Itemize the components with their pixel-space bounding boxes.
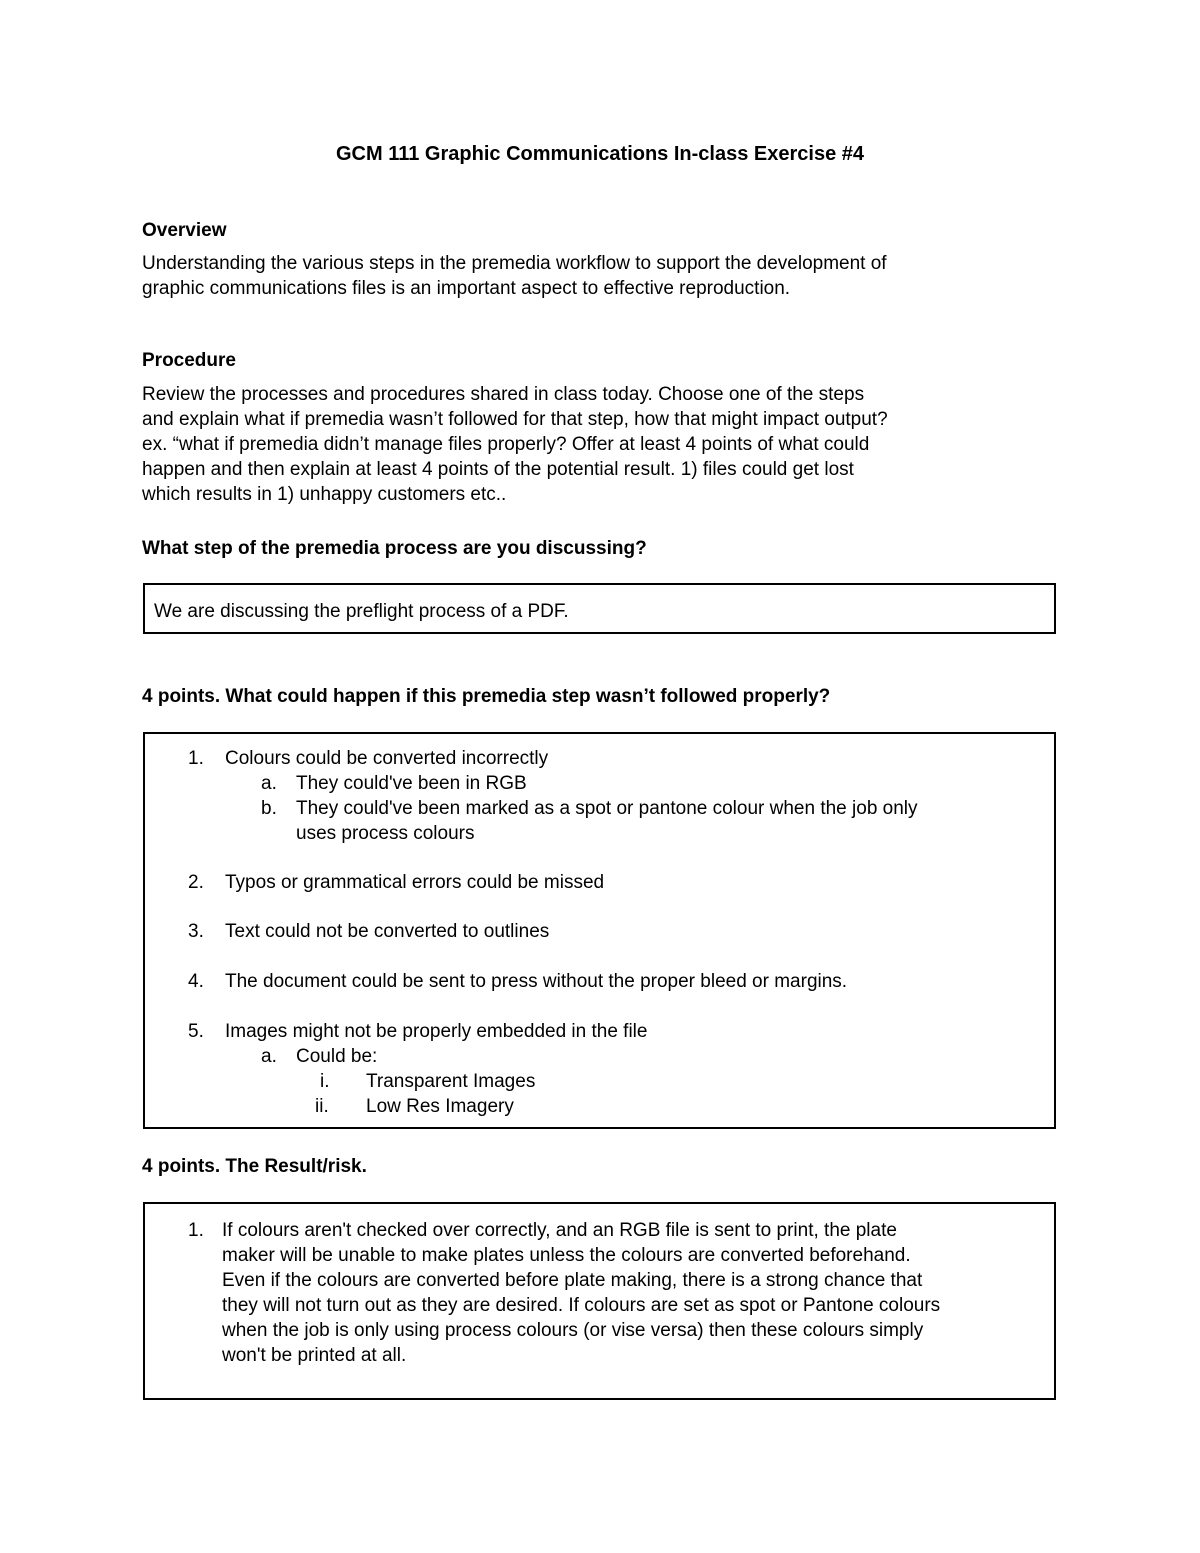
- list-number: 3.: [188, 921, 204, 942]
- result-line: Even if the colours are converted before plate making, there is a strong chance that: [222, 1270, 923, 1291]
- list-roman: i.: [320, 1071, 330, 1092]
- list-letter: a.: [261, 773, 277, 794]
- list-item: Images might not be properly embedded in the file: [225, 1021, 648, 1042]
- procedure-line: ex. “what if premedia didn’t manage files properly? Offer at least 4 points of what could: [142, 434, 870, 455]
- list-letter: a.: [261, 1046, 277, 1067]
- list-roman: ii.: [315, 1096, 329, 1117]
- list-number: 2.: [188, 872, 204, 893]
- procedure-heading: Procedure: [142, 350, 236, 371]
- answer-box-result-risk: [143, 1202, 1056, 1400]
- result-line: maker will be unable to make plates unless the colours are converted beforehand.: [222, 1245, 911, 1266]
- question2-heading: 4 points. What could happen if this premedia step wasn’t followed properly?: [142, 686, 831, 707]
- list-item: Typos or grammatical errors could be missed: [225, 872, 605, 893]
- list-item: Text could not be converted to outlines: [225, 921, 550, 942]
- procedure-line: happen and then explain at least 4 points of the potential result. 1) files could get lost: [142, 459, 854, 480]
- result-line: won't be printed at all.: [222, 1345, 407, 1366]
- list-subitem-continued: uses process colours: [296, 823, 475, 844]
- list-number: 4.: [188, 971, 204, 992]
- question3-heading: 4 points. The Result/risk.: [142, 1156, 367, 1177]
- question1-heading: What step of the premedia process are you discussing?: [142, 538, 647, 559]
- list-item: Colours could be converted incorrectly: [225, 748, 549, 769]
- list-subsubitem: Transparent Images: [366, 1071, 536, 1092]
- procedure-line: Review the processes and procedures shared in class today. Choose one of the steps: [142, 384, 865, 405]
- procedure-line: and explain what if premedia wasn’t followed for that step, how that might impact output?: [142, 409, 888, 430]
- list-subitem: They could've been marked as a spot or pantone colour when the job only: [296, 798, 918, 819]
- answer-box-step: [143, 583, 1056, 634]
- page-title: GCM 111 Graphic Communications In-class Exercise #4: [336, 143, 864, 165]
- overview-heading: Overview: [142, 220, 227, 241]
- overview-line: Understanding the various steps in the premedia workflow to support the development of: [142, 253, 887, 274]
- list-subitem: Could be:: [296, 1046, 378, 1067]
- list-letter: b.: [261, 798, 277, 819]
- answer-step-text: We are discussing the preflight process of a PDF.: [154, 601, 569, 622]
- result-line: If colours aren't checked over correctly, and an RGB file is sent to print, the plate: [222, 1220, 897, 1241]
- list-number: 1.: [188, 1220, 204, 1241]
- overview-line: graphic communications files is an important aspect to effective reproduction.: [142, 278, 791, 299]
- result-line: when the job is only using process colours (or vise versa) then these colours simply: [222, 1320, 924, 1341]
- list-subsubitem: Low Res Imagery: [366, 1096, 514, 1117]
- procedure-line: which results in 1) unhappy customers etc..: [142, 484, 507, 505]
- procedure-text: [142, 382, 1022, 507]
- result-line: they will not turn out as they are desired. If colours are set as spot or Pantone colours: [222, 1295, 941, 1316]
- answer-box-what-could-happen: [143, 732, 1056, 1129]
- list-subitem: They could've been in RGB: [296, 773, 527, 794]
- list-number: 5.: [188, 1021, 204, 1042]
- list-item: The document could be sent to press without the proper bleed or margins.: [225, 971, 848, 992]
- overview-text: [142, 251, 1022, 301]
- list-number: 1.: [188, 748, 204, 769]
